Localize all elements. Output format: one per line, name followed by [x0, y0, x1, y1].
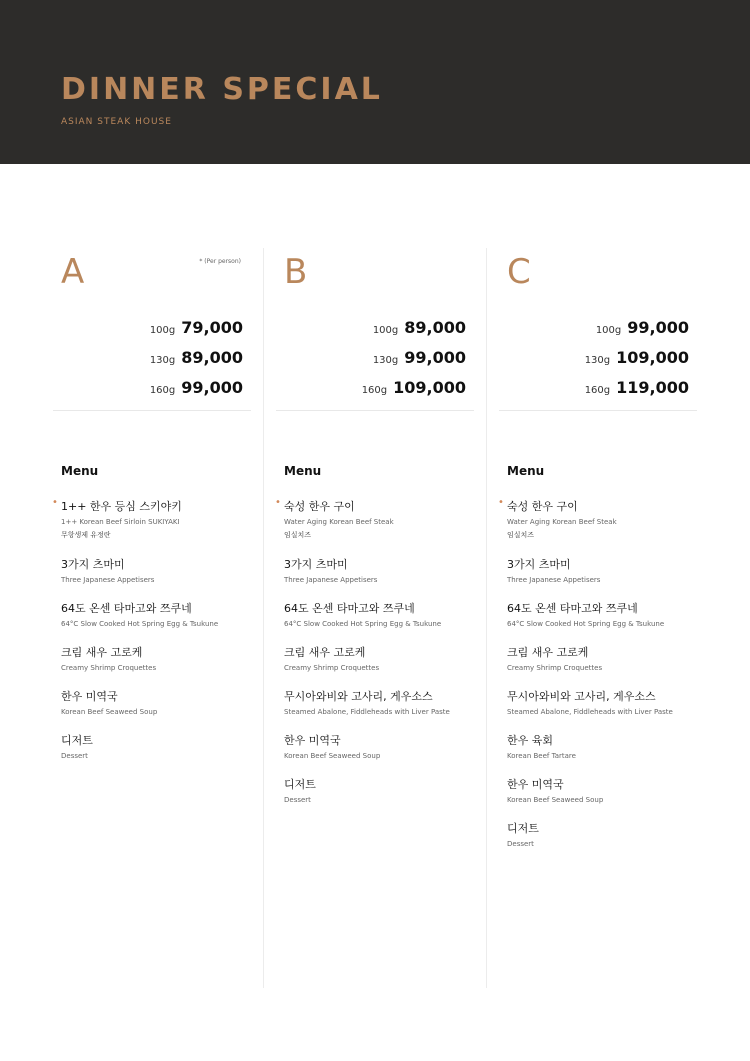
menu-item-name-en: Korean Beef Seaweed Soup [61, 708, 158, 716]
menu-item [507, 732, 707, 760]
menu-item-name-en: Creamy Shrimp Croquettes [284, 664, 380, 672]
price-weight: 160g [149, 385, 176, 396]
menu-item-name-ko: 무시아와비와 고사리, 게우소스 [507, 690, 656, 703]
price-amount: 79,000 [181, 318, 243, 337]
menu-item-name-en: Korean Beef Tartare [507, 752, 576, 760]
menu-item-name-en: Three Japanese Appetisers [61, 576, 155, 584]
price-row [53, 378, 243, 408]
menu-item-name-ko: 1++ 한우 등심 스키야키 [61, 500, 182, 513]
column-divider [486, 248, 487, 988]
price-weight: 130g [149, 355, 176, 366]
menu-item-name-ko: 3가지 츠마미 [507, 558, 571, 571]
price-weight: 130g [584, 355, 611, 366]
menu-item-name-en: Steamed Abalone, Fiddleheads with Liver Paste [284, 708, 450, 716]
menu-item [284, 600, 484, 628]
menu-item-name-ko: 크림 새우 고로케 [284, 646, 366, 659]
page-title: DINNER SPECIAL [61, 72, 383, 107]
menu-item-name-ko: 디저트 [284, 778, 316, 791]
highlight-dot-icon: • [52, 497, 58, 508]
price-list [499, 318, 689, 408]
price-row [276, 318, 466, 348]
menu-heading: Menu [284, 464, 322, 478]
column-divider [263, 248, 264, 988]
menu-item [61, 556, 261, 584]
price-amount: 109,000 [393, 378, 466, 397]
menu-item-name-ko: 3가지 츠마미 [61, 558, 125, 571]
menu-heading: Menu [507, 464, 545, 478]
menu-item-name-ko: 숙성 한우 구이 [507, 500, 578, 513]
menu-item-name-en: Creamy Shrimp Croquettes [61, 664, 157, 672]
price-list [276, 318, 466, 408]
price-row [53, 348, 243, 378]
menu-list [498, 497, 707, 864]
price-weight: 160g [361, 385, 388, 396]
price-row [499, 378, 689, 408]
menu-item [275, 497, 484, 540]
menu-item-name-ko: 크림 새우 고로케 [61, 646, 143, 659]
menu-item [284, 776, 484, 804]
menu-item-name-en: Korean Beef Seaweed Soup [284, 752, 381, 760]
course-column-a [53, 250, 253, 990]
menu-list [52, 497, 261, 776]
price-row [276, 378, 466, 408]
menu-item-name-en: Dessert [507, 840, 534, 848]
menu-item-name-ko: 3가지 츠마미 [284, 558, 348, 571]
price-amount: 109,000 [616, 348, 689, 367]
menu-item [507, 820, 707, 848]
page-subtitle: ASIAN STEAK HOUSE [61, 117, 172, 127]
price-row [53, 318, 243, 348]
menu-item-name-ko: 64도 온센 타마고와 쯔쿠네 [507, 602, 638, 615]
menu-item-name-ko: 한우 미역국 [507, 778, 564, 791]
menu-list [275, 497, 484, 820]
menu-item-name-ko: 무시아와비와 고사리, 게우소스 [284, 690, 433, 703]
menu-item [507, 556, 707, 584]
menu-heading: Menu [61, 464, 99, 478]
menu-item-name-en: Water Aging Korean Beef Steak [507, 518, 617, 526]
price-weight: 100g [595, 325, 622, 336]
highlight-dot-icon: • [498, 497, 504, 508]
menu-item [498, 497, 707, 540]
price-amount: 89,000 [404, 318, 466, 337]
menu-item-name-en: Creamy Shrimp Croquettes [507, 664, 603, 672]
menu-item [52, 497, 261, 540]
menu-item-name-en: Dessert [284, 796, 311, 804]
course-letter: C [507, 252, 531, 292]
price-list [53, 318, 243, 408]
price-amount: 89,000 [181, 348, 243, 367]
course-letter: B [284, 252, 308, 292]
menu-item-name-en: Water Aging Korean Beef Steak [284, 518, 394, 526]
menu-item-extra: 임실치즈 [507, 531, 535, 539]
price-divider [53, 410, 251, 411]
menu-item-name-ko: 디저트 [507, 822, 539, 835]
menu-item [507, 644, 707, 672]
menu-item-name-en: 64°C Slow Cooked Hot Spring Egg & Tsukune [61, 620, 219, 628]
menu-item [284, 688, 484, 716]
header-banner [0, 0, 750, 164]
menu-item [284, 732, 484, 760]
menu-item-name-en: Steamed Abalone, Fiddleheads with Liver Paste [507, 708, 673, 716]
menu-item-name-en: 64°C Slow Cooked Hot Spring Egg & Tsukune [507, 620, 665, 628]
price-row [499, 318, 689, 348]
menu-item-name-en: 64°C Slow Cooked Hot Spring Egg & Tsukune [284, 620, 442, 628]
menu-item [284, 644, 484, 672]
menu-item-name-en: 1++ Korean Beef Sirloin SUKIYAKI [61, 518, 180, 526]
menu-item [61, 688, 261, 716]
price-row [276, 348, 466, 378]
menu-item-name-ko: 디저트 [61, 734, 93, 747]
price-amount: 99,000 [181, 378, 243, 397]
price-weight: 100g [149, 325, 176, 336]
menu-item [507, 688, 707, 716]
price-row [499, 348, 689, 378]
price-weight: 160g [584, 385, 611, 396]
menu-item-name-ko: 한우 미역국 [61, 690, 118, 703]
price-amount: 99,000 [404, 348, 466, 367]
menu-item-name-ko: 한우 육회 [507, 734, 554, 747]
menu-item-extra: 임실치즈 [284, 531, 312, 539]
price-divider [276, 410, 474, 411]
menu-item [284, 556, 484, 584]
menu-item [507, 776, 707, 804]
menu-item-name-en: Korean Beef Seaweed Soup [507, 796, 604, 804]
price-weight: 130g [372, 355, 399, 366]
price-amount: 99,000 [627, 318, 689, 337]
menu-item [61, 644, 261, 672]
price-weight: 100g [372, 325, 399, 336]
menu-item-name-en: Three Japanese Appetisers [507, 576, 601, 584]
course-letter: A [61, 252, 85, 292]
menu-item [61, 600, 261, 628]
menu-item [61, 732, 261, 760]
menu-item-name-ko: 숙성 한우 구이 [284, 500, 355, 513]
course-column-c [499, 250, 699, 990]
price-divider [499, 410, 697, 411]
menu-item-name-en: Dessert [61, 752, 88, 760]
menu-item-name-ko: 64도 온센 타마고와 쯔쿠네 [61, 602, 192, 615]
menu-item-name-ko: 64도 온센 타마고와 쯔쿠네 [284, 602, 415, 615]
menu-item [507, 600, 707, 628]
menu-item-name-en: Three Japanese Appetisers [284, 576, 378, 584]
course-column-b [276, 250, 476, 990]
menu-item-name-ko: 크림 새우 고로케 [507, 646, 589, 659]
price-amount: 119,000 [616, 378, 689, 397]
highlight-dot-icon: • [275, 497, 281, 508]
per-person-note: * (Per person) [199, 258, 241, 265]
menu-item-name-ko: 한우 미역국 [284, 734, 341, 747]
menu-item-extra: 무항생제 유정란 [61, 531, 111, 539]
